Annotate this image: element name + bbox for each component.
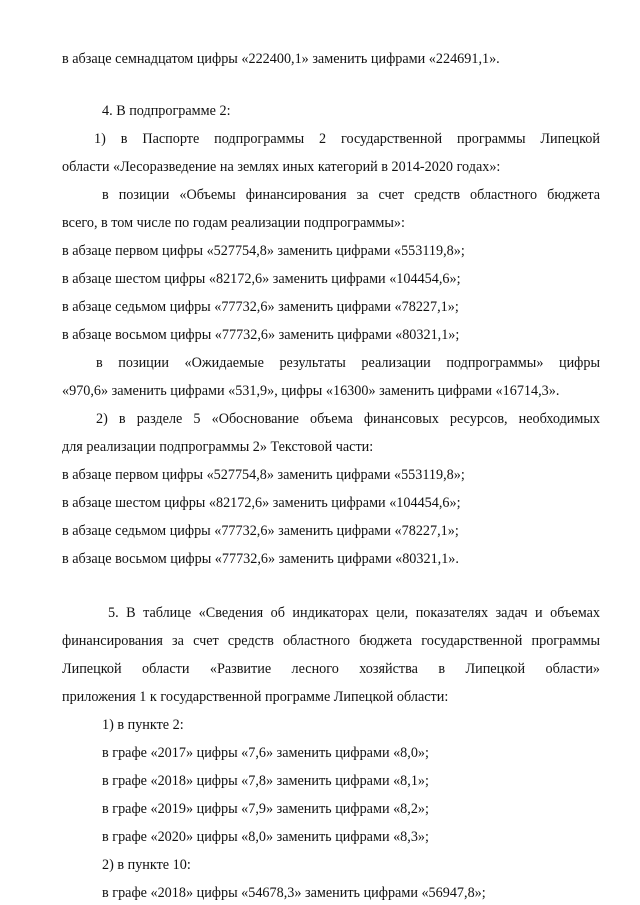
paragraph-line: 1) в Паспорте подпрограммы 2 государственной программы Липецкой bbox=[94, 131, 600, 147]
paragraph-line: в абзаце шестом цифры «82172,6» заменить цифрами «104454,6»; bbox=[62, 271, 461, 287]
paragraph-line: в графе «2017» цифры «7,6» заменить цифрами «8,0»; bbox=[102, 745, 429, 761]
paragraph-line: 2) в пункте 10: bbox=[102, 857, 191, 873]
paragraph-line: для реализации подпрограммы 2» Текстовой части: bbox=[62, 439, 374, 455]
paragraph-line: финансирования за счет средств областного бюджета государственной программы bbox=[62, 633, 600, 649]
paragraph-line: всего, в том числе по годам реализации подпрограммы»: bbox=[62, 215, 405, 231]
paragraph-line: в графе «2019» цифры «7,9» заменить цифрами «8,2»; bbox=[102, 801, 429, 817]
paragraph-line: в позиции «Объемы финансирования за счет средств областного бюджета bbox=[102, 187, 600, 203]
paragraph-line: приложения 1 к государственной программе Липецкой области: bbox=[62, 689, 449, 705]
paragraph-line: в абзаце первом цифры «527754,8» заменить цифрами «553119,8»; bbox=[62, 243, 465, 259]
paragraph-line: в абзаце семнадцатом цифры «222400,1» заменить цифрами «224691,1». bbox=[62, 51, 500, 67]
paragraph-line: в графе «2020» цифры «8,0» заменить цифрами «8,3»; bbox=[102, 829, 429, 845]
paragraph-line: 2) в разделе 5 «Обоснование объема финансовых ресурсов, необходимых bbox=[96, 411, 600, 427]
section-heading: 4. В подпрограмме 2: bbox=[102, 103, 231, 119]
paragraph-line: в графе «2018» цифры «7,8» заменить цифрами «8,1»; bbox=[102, 773, 429, 789]
paragraph-line: в графе «2018» цифры «54678,3» заменить цифрами «56947,8»; bbox=[102, 885, 486, 901]
paragraph-line: Липецкой области «Развитие лесного хозяйства в Липецкой области» bbox=[62, 661, 600, 677]
paragraph-line: в абзаце восьмом цифры «77732,6» заменить цифрами «80321,1». bbox=[62, 551, 459, 567]
paragraph-line: в позиции «Ожидаемые результаты реализации подпрограммы» цифры bbox=[96, 355, 600, 371]
section-heading: 5. В таблице «Сведения об индикаторах цели, показателях задач и объемах bbox=[108, 605, 600, 621]
paragraph-line: области «Лесоразведение на землях иных категорий в 2014-2020 годах»: bbox=[62, 159, 501, 175]
paragraph-line: «970,6» заменить цифрами «531,9», цифры «16300» заменить цифрами «16714,3». bbox=[62, 383, 560, 399]
paragraph-line: в абзаце седьмом цифры «77732,6» заменить цифрами «78227,1»; bbox=[62, 523, 459, 539]
paragraph-line: в абзаце шестом цифры «82172,6» заменить цифрами «104454,6»; bbox=[62, 495, 461, 511]
paragraph-line: в абзаце первом цифры «527754,8» заменить цифрами «553119,8»; bbox=[62, 467, 465, 483]
paragraph-line: в абзаце восьмом цифры «77732,6» заменить цифрами «80321,1»; bbox=[62, 327, 460, 343]
paragraph-line: 1) в пункте 2: bbox=[102, 717, 184, 733]
paragraph-line: в абзаце седьмом цифры «77732,6» заменить цифрами «78227,1»; bbox=[62, 299, 459, 315]
